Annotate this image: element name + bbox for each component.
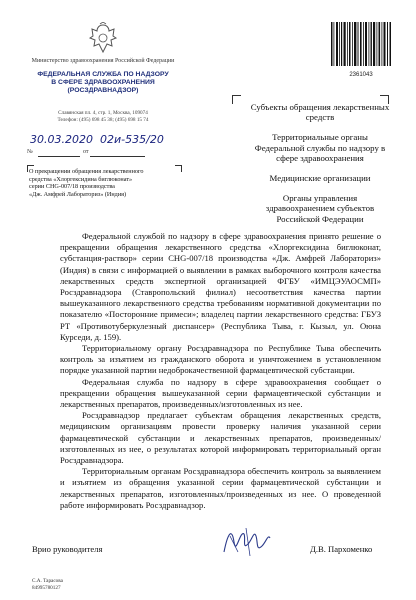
number-label: № [27, 149, 33, 155]
executor-name: С.А. Тарасова [32, 578, 63, 584]
barcode [330, 22, 392, 66]
recipients-corner-left [232, 95, 241, 104]
from-underline [90, 156, 145, 157]
from-label: от [83, 149, 89, 155]
recipient-2: Территориальные органы Федеральной службы по надзору в сфере здравоохранения [254, 132, 386, 163]
letter-body [60, 231, 381, 511]
service-line-3: (РОСЗДРАВНАДЗОР) [67, 87, 139, 94]
address-block [28, 110, 178, 123]
body-paragraph-1: Федеральной службой по надзору в сфере здравоохранения принято решение о прекращении обращения лекарственного средства «Хлоргексидина биглюконат, субстанция-раствор» серии CHG-007/18 производства «Дж. Амфрей Лабораториз» (Индия) в связи с информацией о выявлении в рамках выборочного контроля качества лекарственных средств экспертной организацией ФГБУ «ИМЦЭУАОСМП» Росздравнадзора (Ставропольский филиал) несоответствия качества партии вышеуказанного лекарственного средства требованиям нормативной документации по показателю «Посторонние примеси»; владелец партии лекарственного средства: ГБУЗ РТ «Противотуберкулезный диспансер» (Республика Тыва, г. Кызыл, ул. Оюна Курседи, д. 159). [60, 231, 381, 342]
subject-block [29, 168, 179, 198]
subject-line-1: О прекращении обращения лекарственного [29, 168, 144, 175]
signatory-role: Врио руководителя [32, 544, 103, 554]
recipient-1: Субъекты обращения лекарственных средств [250, 102, 390, 123]
handwritten-signature [216, 522, 276, 562]
recipient-4: Органы управления здравоохранением субъектов Российской Федерации [265, 193, 375, 224]
registration-date: 30.03.2020 [30, 133, 93, 146]
ministry-name: Министерство здравоохранения Российской Федерации [31, 58, 175, 64]
recipient-3: Медицинские организации [269, 173, 371, 184]
recipients-block [250, 102, 390, 234]
body-paragraph-5: Территориальным органам Росздравнадзора обеспечить контроль за выявлением и изъятием из обращения указанной серии фармацевтической субстанции и лекарственных препаратов, изготовленных/произведенных из нее. О проведенной работе информировать Росздравнадзор. [60, 466, 381, 510]
address: Славянская пл. 4, стр. 1, Москва, 109074 [58, 110, 148, 116]
body-paragraph-2: Территориальному органу Росздравнадзора по Республике Тыва обеспечить контроль за изъятием из гражданского оборота и уничтожением в установленном порядке указанной партии недоброкачественной фармацевтической субстанции. [60, 343, 381, 376]
barcode-number: 2361043 [349, 72, 373, 78]
service-line-2: В СФЕРЕ ЗДРАВООХРАНЕНИЯ [51, 79, 155, 86]
executor-phone: 84995780127 [32, 584, 61, 591]
subject-line-2: средства «Хлоргексидина биглюконат» [29, 175, 133, 183]
service-line-1: ФЕДЕРАЛЬНАЯ СЛУЖБА ПО НАДЗОРУ [37, 71, 169, 78]
subject-line-4: «Дж. Амфрей Лабораториз» (Индия) [29, 190, 127, 198]
registration-number: 02и-535/20 [100, 133, 164, 146]
body-paragraph-4: Росздравнадзор предлагает субъектам обращения лекарственных средств, медицинским организациям провести проверку наличия указанной серии фармацевтической субстанции и лекарственных препаратов, произведенных/изготовленных из нее, о результатах которой информировать территориальный орган Росздравнадзора. [60, 410, 381, 466]
phone: Телефон: (495) 698 45 38; (495) 698 15 74 [57, 116, 149, 123]
number-underline [38, 156, 80, 157]
subject-line-3: серии CHG-007/18 производства [29, 183, 115, 190]
executor-block [32, 578, 63, 591]
coat-of-arms-emblem [86, 22, 120, 56]
service-name [28, 71, 178, 95]
signatory-name: Д.В. Пархоменко [310, 544, 373, 554]
body-paragraph-3: Федеральная служба по надзору в сфере здравоохранения сообщает о прекращении обращения вышеуказанной серии фармацевтической субстанции и лекарственных препаратов, произведенных/изготовленных из нее. [60, 376, 381, 410]
